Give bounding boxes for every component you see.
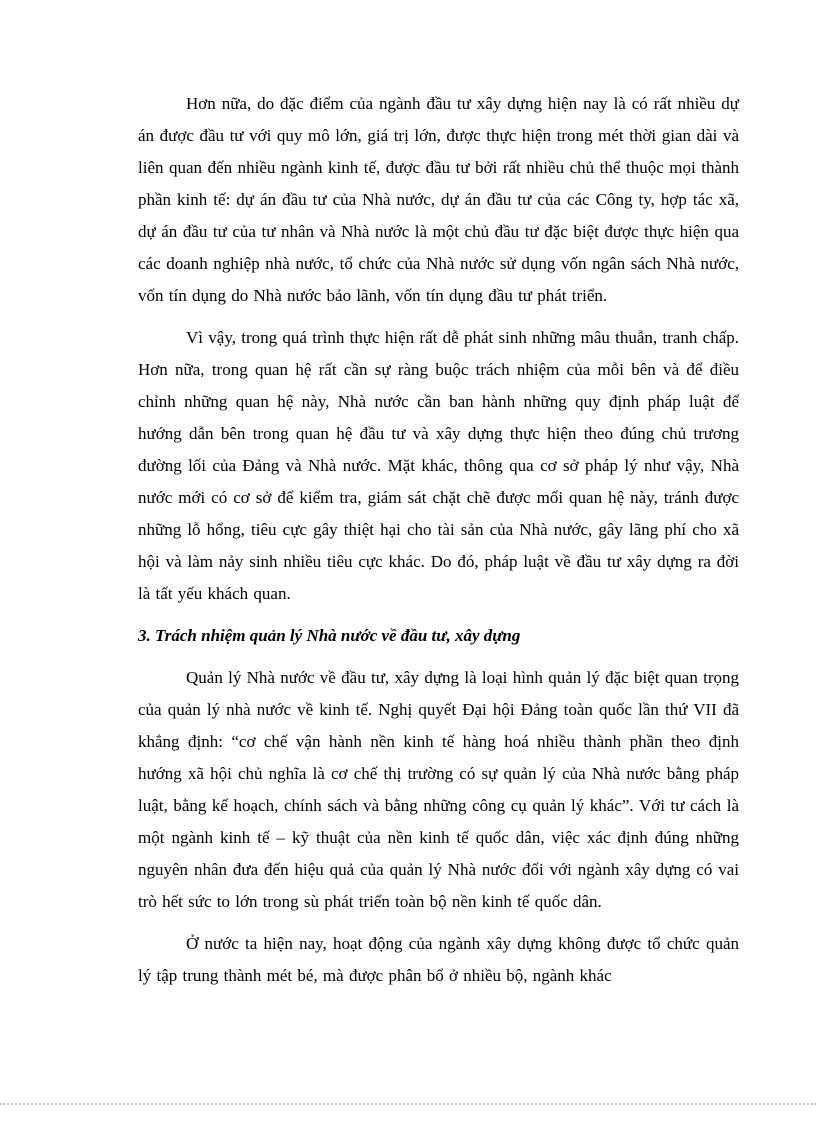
paragraph-4: Ở nước ta hiện nay, hoạt động của ngành xây dựng không được tổ chức quản lý tập trung thành mét bé, mà được phân bổ ở nhiều bộ, ngành khác (138, 934, 739, 985)
text-body (138, 88, 739, 1002)
paragraph-3: Quản lý Nhà nước về đầu tư, xây dựng là loại hình quản lý đặc biệt quan trọng của quản lý nhà nước về kinh tế. Nghị quyết Đại hội Đảng toàn quốc lần thứ VII đã khẳng định: “cơ chế vận hành nền kinh tế hàng hoá nhiều thành phần theo định hướng xã hội chủ nghĩa là cơ chế thị trường có sự quản lý của Nhà nước bằng pháp luật, bằng kế hoạch, chính sách và bằng những công cụ quản lý khác”. Với tư cách là một ngành kinh tế – kỹ thuật của nền kinh tế quốc dân, việc xác định đúng những nguyên nhân đưa đến hiệu quả của quản lý Nhà nước đối với ngành xây dựng có vai trò hết sức to lớn trong sù phát triển toàn bộ nền kinh tế quốc dân. (138, 668, 739, 911)
page-bottom-dotted-line (0, 1103, 816, 1105)
section-heading: 3. Trách nhiệm quản lý Nhà nước về đầu tư, xây dựng (138, 626, 521, 645)
paragraph-2: Vì vậy, trong quá trình thực hiện rất dễ phát sinh những mâu thuẫn, tranh chấp. Hơn nữa, trong quan hệ rất cần sự ràng buộc trách nhiệm của mỗi bên và để điều chỉnh những quan hệ này, Nhà nước cần ban hành những quy định pháp luật để hướng dẫn bên trong quan hệ đầu tư và xây dựng thực hiện theo đúng chủ trương đường lối của Đảng và Nhà nước. Mặt khác, thông qua cơ sở pháp lý như vậy, Nhà nước mới có cơ sở để kiểm tra, giám sát chặt chẽ được mối quan hệ này, tránh được những lỗ hổng, tiêu cực gây thiệt hại cho tài sản của Nhà nước, gây lãng phí cho xã hội và làm nảy sinh nhiều tiêu cực khác. Do đó, pháp luật về đầu tư xây dựng ra đời là tất yếu khách quan. (138, 328, 739, 603)
paragraph-1: Hơn nữa, do đặc điểm của ngành đầu tư xây dựng hiện nay là có rất nhiều dự án được đầu tư với quy mô lớn, giá trị lớn, được thực hiện trong mét thời gian dài và liên quan đến nhiều ngành kinh tế, được đầu tư bởi rất nhiều chủ thể thuộc mọi thành phần kinh tế: dự án đầu tư của Nhà nước, dự án đầu tư của các Công ty, hợp tác xã, dự án đầu tư của tư nhân và Nhà nước là một chủ đầu tư đặc biệt được thực hiện qua các doanh nghiệp nhà nước, tổ chức của Nhà nước sử dụng vốn ngân sách Nhà nước, vốn tín dụng do Nhà nước bảo lãnh, vốn tín dụng đầu tư phát triển. (138, 94, 739, 305)
